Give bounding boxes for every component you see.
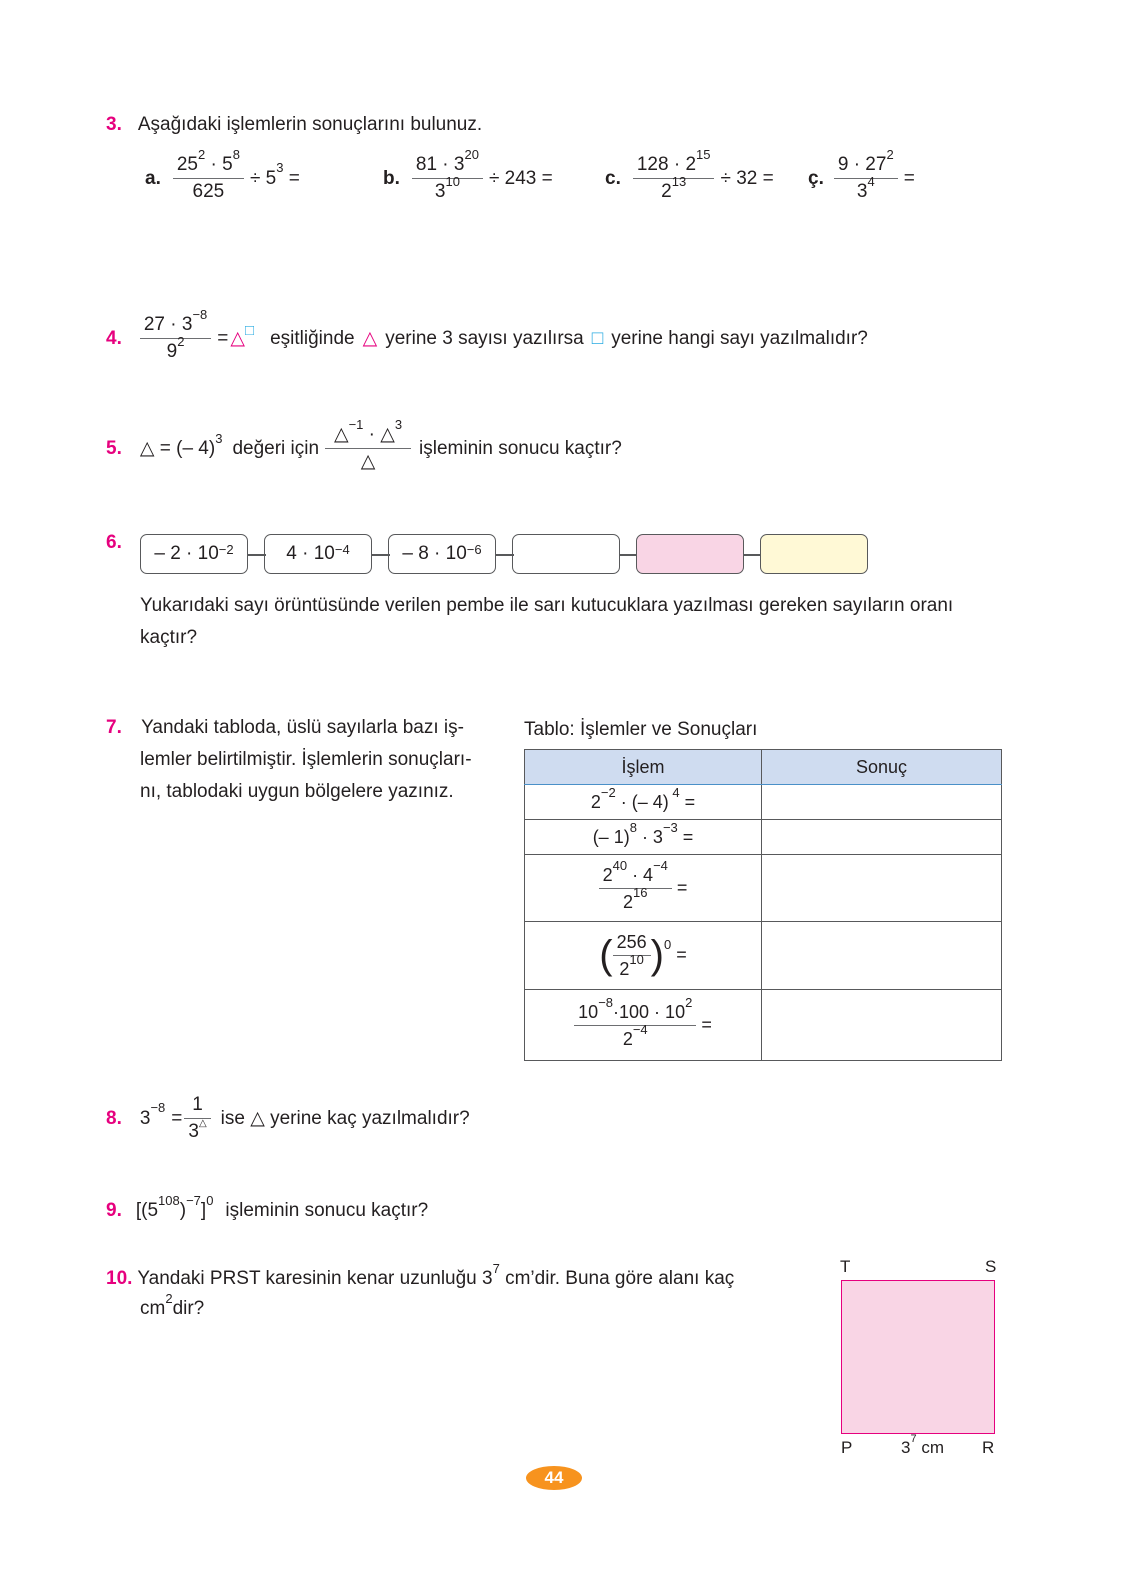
- table-cell-expr: ( $\frac{256}{2^{10}}$ )$^0$ =: [525, 922, 762, 990]
- table-row: [525, 820, 1002, 855]
- question-3b-label: b.: [383, 167, 400, 189]
- question-3-number: 3.: [106, 114, 122, 135]
- side-length-label: $3^7$ cm: [901, 1433, 944, 1457]
- question-4: 4. $\frac{27 \cdot 3^{-8}}{9^2}$ = △ □ eşitliğinde △ yerine 3 sayısı yazılırsa □ yerine hangi sayı yazılmalıdır?: [106, 312, 868, 365]
- pattern-box-pink: [636, 534, 744, 574]
- page-number-badge: 44: [526, 1466, 582, 1490]
- table-cell-result[interactable]: [762, 990, 1002, 1061]
- question-5: 5. △ = (– 4)$^3$ değeri için $\frac{\triangle^{-1} \cdot \triangle^3}{\triangle}$ işleminin sonucu kaçtır?: [106, 422, 622, 475]
- pattern-box-4-empty: [512, 534, 620, 574]
- question-6-number: 6.: [106, 532, 122, 553]
- triangle-icon: △: [230, 328, 246, 349]
- question-9-number: 9.: [106, 1200, 122, 1221]
- prst-square: [841, 1280, 995, 1434]
- table-row: [525, 990, 1002, 1061]
- question-5-number: 5.: [106, 437, 122, 459]
- fraction-3a: $\frac{25^2 \cdot 5^8}{625}$: [173, 152, 244, 205]
- table-row: [525, 855, 1002, 922]
- question-3cc-label: ç.: [808, 167, 824, 189]
- question-3c-label: c.: [605, 167, 621, 189]
- question-3-header: [106, 114, 482, 136]
- table-cell-expr: $\frac{10^{-8}\cdot 100 \cdot 10^2}{2^{-4}}$ =: [525, 990, 762, 1061]
- expression-9: $[(5^{108})^{-7}]^0$: [135, 1192, 214, 1221]
- table-cell-result[interactable]: [762, 785, 1002, 820]
- triangle-icon: △: [362, 328, 378, 349]
- table-cell-result[interactable]: [762, 855, 1002, 922]
- table-header-sonuc: Sonuç: [762, 750, 1002, 785]
- vertex-label-T: T: [840, 1257, 851, 1276]
- question-3b: [383, 146, 553, 205]
- question-3c: [605, 146, 774, 205]
- fraction-3b: $\frac{81 \cdot 3^{20}}{3^{10}}$: [412, 152, 483, 205]
- vertex-label-R: R: [982, 1438, 995, 1457]
- table-cell-result[interactable]: [762, 820, 1002, 855]
- question-3-prompt: Aşağıdaki işlemlerin sonuçlarını bulunuz.: [137, 114, 483, 135]
- question-7-text: 7. Yandaki tabloda, üslü sayılarla bazı iş- lemler belirtilmiştir. İşlemlerin sonuçları- nı, tablodaki uygun bölgelere yazınız.: [106, 717, 472, 802]
- operations-table: [524, 749, 1002, 1061]
- pattern-box-2: 4 · 10 $^{-4}$: [264, 534, 372, 574]
- vertex-label-P: P: [841, 1438, 853, 1457]
- question-7-number: 7.: [106, 717, 122, 738]
- fraction-3c: $\frac{128 \cdot 2^{15}}{2^{13}}$: [633, 152, 715, 205]
- table-row: [525, 785, 1002, 820]
- fraction-3cc: $\frac{9 \cdot 27^2}{3^4}$: [834, 152, 898, 205]
- table-header-islem: İşlem: [525, 750, 762, 785]
- pattern-box-1: – 2 · 10 $^{-2}$: [140, 534, 248, 574]
- square-icon: □: [591, 327, 604, 349]
- question-10-number: 10.: [106, 1268, 133, 1289]
- question-4-number: 4.: [106, 327, 122, 349]
- vertex-label-S: S: [985, 1257, 997, 1276]
- question-10-text: 10. Yandaki PRST karesinin kenar uzunluğu $3^7$ cm’dir. Buna göre alanı kaç $cm^2dir$?: [106, 1260, 735, 1319]
- op-3cc: =: [903, 167, 915, 189]
- table-row: [525, 922, 1002, 990]
- question-8-number: 8.: [106, 1107, 122, 1129]
- pattern-box-3: – 8 · 10 $^{-6}$: [388, 534, 496, 574]
- table-cell-expr: $2^{-2}$ · (– 4) $^4$ =: [525, 785, 762, 820]
- question-3a: [145, 146, 300, 205]
- table-cell-expr: (– $1)^8 \cdot 3^{-3}$ =: [525, 820, 762, 855]
- question-6-text: Yukarıdaki sayı örüntüsünde verilen pembe ile sarı kutucuklara yazılması gereken sayıların oranı kaçtır?: [140, 595, 954, 648]
- op-3a: ÷ $5^3$ =: [249, 160, 300, 189]
- op-3c: ÷ 32 =: [720, 167, 774, 189]
- question-3cc: [808, 146, 915, 205]
- fraction-8: $\frac{1}{3^\triangle}$: [184, 1092, 210, 1145]
- op-3b: ÷ 243 =: [488, 167, 553, 189]
- question-9: 9. $[(5^{108})^{-7}]^0$ işleminin sonucu kaçtır?: [106, 1192, 429, 1221]
- table-caption: Tablo: İşlemler ve Sonuçları: [524, 719, 758, 740]
- fraction-4: $\frac{27 \cdot 3^{-8}}{9^2}$: [140, 312, 211, 365]
- table-cell-expr: $\frac{2^{40} \cdot 4^{-4}}{2^{16}}$ =: [525, 855, 762, 922]
- pattern-box-yellow: [760, 534, 868, 574]
- table-cell-result[interactable]: [762, 922, 1002, 990]
- question-3a-label: a.: [145, 167, 161, 189]
- fraction-5: $\frac{\triangle^{-1} \cdot \triangle^3}{\triangle}$: [325, 422, 411, 475]
- question-8: 8. $3^{-8}$ = $\frac{1}{3^\triangle}$ ise △ yerine kaç yazılmalıdır?: [106, 1092, 470, 1145]
